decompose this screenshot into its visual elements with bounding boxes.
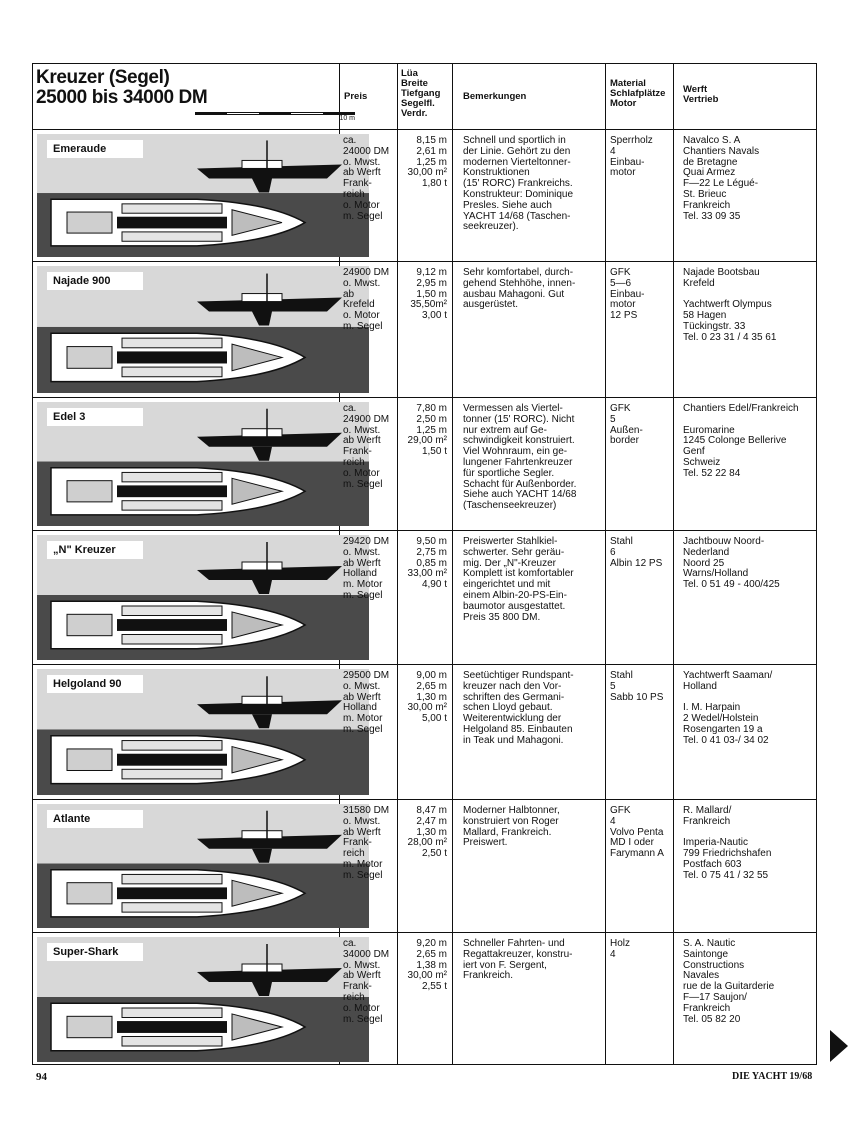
bunk — [122, 606, 222, 616]
dimensions-cell: 9,12 m 2,95 m 1,50 m 35,50m² 3,00 t — [410, 267, 447, 322]
header-dimensions: Lüa Breite Tiefgang Segelfl. Verdr. — [401, 68, 441, 119]
bunk — [122, 903, 222, 912]
remarks-cell: Seetüchtiger Rundspant- kreuzer nach den Vor- schriften des Germani- schen Lloyd gebaut. Weiterentwicklung der Helgoland 85. Einbauten in Teak und Mahagoni. — [463, 670, 574, 746]
page-title — [36, 68, 207, 108]
title-line-1: Kreuzer (Segel) — [36, 67, 170, 88]
header-material: Material Schlafplätze Motor — [610, 78, 666, 109]
boat-row — [33, 933, 818, 1066]
dimensions-cell: 8,47 m 2,47 m 1,30 m 28,00 m² 2,50 t — [407, 805, 447, 860]
bunk — [122, 338, 222, 348]
bunk — [122, 874, 222, 883]
shipyard-cell: Najade Bootsbau Krefeld Yachtwerft Olympus 58 Hagen Tückingstr. 33 Tel. 0 23 31 / 4 35 61 — [683, 267, 777, 343]
cockpit — [67, 614, 112, 635]
interior-layout — [117, 485, 227, 497]
shipyard-cell: R. Mallard/ Frankreich Imperia-Nautic 799 Friedrichshafen Postfach 603 Tel. 0 75 41 / 32 55 — [683, 805, 772, 881]
material-cell: Stahl 5 Sabb 10 PS — [610, 670, 664, 703]
boat-name: Emeraude — [47, 140, 143, 158]
cockpit — [67, 481, 112, 502]
interior-layout — [117, 1021, 227, 1033]
cockpit — [67, 749, 112, 771]
remarks-cell: Schnell und sportlich in der Linie. Gehört zu den modernen Vierteltonner- Konstruktionen (15' RORC) Frankreichs. Konstrukteur: Dominique Presles. Siehe auch YACHT 14/68 (Taschen- seekreuzer). — [463, 135, 574, 233]
price-cell: 24900 DM o. Mwst. ab Krefeld o. Motor m. Segel — [343, 267, 390, 332]
boat-name: „N" Kreuzer — [47, 541, 143, 559]
interior-layout — [117, 754, 227, 766]
bunk — [122, 367, 222, 377]
boat-row — [33, 800, 818, 932]
bunk — [122, 501, 222, 510]
shipyard-cell: S. A. Nautic Saintonge Constructions Navales rue de la Guitarderie F—17 Saujon/ Frankreich Tel. 05 82 20 — [683, 938, 775, 1025]
cabin-profile — [242, 562, 282, 570]
boat-illustration — [37, 402, 369, 526]
dimensions-cell: 9,50 m 2,75 m 0,85 m 33,00 m² 4,90 t — [407, 536, 447, 591]
dimensions-cell: 7,80 m 2,50 m 1,25 m 29,00 m² 1,50 t — [407, 403, 447, 458]
boat-illustration — [37, 134, 369, 257]
boat-illustration — [37, 266, 369, 393]
boat-illustration — [37, 804, 369, 928]
bunk — [122, 741, 222, 751]
cabin-profile — [242, 831, 282, 839]
price-cell: 31580 DM o. Mwst. ab Werft Frank- reich m. Motor m. Segel — [343, 805, 390, 881]
material-cell: Stahl 6 Albin 12 PS — [610, 536, 663, 569]
remarks-cell: Preiswerter Stahlkiel- schwerter. Sehr geräu- mig. Der „N"-Kreuzer Komplett ist komfortabler eingerichtet und mit einem Albin-20-PS-Ein- baumotor ausgestattet. Preis 35 800 DM. — [463, 536, 574, 623]
boat-row — [33, 262, 818, 397]
scale-bar — [195, 112, 355, 122]
cockpit — [67, 212, 112, 233]
dimensions-cell: 9,00 m 2,65 m 1,30 m 30,00 m² 5,00 t — [407, 670, 447, 725]
bunk — [122, 232, 222, 241]
boat-name: Najade 900 — [47, 272, 143, 290]
bunk — [122, 769, 222, 779]
price-cell: ca. 34000 DM o. Mwst. ab Werft Frank- reich o. Motor m. Segel — [343, 938, 390, 1025]
price-cell: 29420 DM o. Mwst. ab Werft Holland m. Motor m. Segel — [343, 536, 390, 601]
material-cell: Holz 4 — [610, 938, 631, 960]
material-cell: GFK 5 Außen- border — [610, 403, 643, 447]
scale-label: 10 m — [339, 115, 355, 122]
cabin-profile — [242, 964, 282, 972]
bunk — [122, 1037, 222, 1047]
shipyard-cell: Navalco S. A Chantiers Navals de Bretagne Quai Armez F—22 Le Légué- St. Brieuc Frankreich Tel. 33 09 35 — [683, 135, 760, 222]
next-page-arrow-icon — [830, 1030, 848, 1062]
remarks-cell: Vermessen als Viertel- tonner (15' RORC). Nicht nur extrem auf Ge- schwindigkeit konstruiert. Viel Wohnraum, ein ge- lungener Fahrtenkreuzer für sportliche Segler. Schacht für Außenborder. Siehe auch YACHT 14/68 (Taschenseekreuzer) — [463, 403, 577, 512]
cabin-profile — [242, 294, 282, 302]
dimensions-cell: 8,15 m 2,61 m 1,25 m 30,00 m² 1,80 t — [407, 135, 447, 190]
price-cell: ca. 24900 DM o. Mwst. ab Werft Frank- reich o. Motor m. Segel — [343, 403, 390, 490]
cockpit — [67, 883, 112, 904]
bunk — [122, 204, 222, 213]
header-preis: Preis — [344, 91, 368, 102]
boat-name: Edel 3 — [47, 408, 143, 426]
header-bemerkungen: Bemerkungen — [463, 91, 527, 102]
interior-layout — [117, 619, 227, 631]
boat-row — [33, 130, 818, 261]
cabin-profile — [242, 696, 282, 704]
title-line-2: 25000 bis 34000 DM — [36, 87, 208, 108]
magazine-footer: DIE YACHT 19/68 — [732, 1071, 813, 1082]
comparison-table — [32, 63, 817, 1065]
cabin-profile — [242, 429, 282, 437]
boat-illustration — [37, 535, 369, 660]
interior-layout — [117, 351, 227, 363]
interior-layout — [117, 887, 227, 899]
shipyard-cell: Yachtwerft Saaman/ Holland I. M. Harpain 2 Wedel/Holstein Rosengarten 19 a Tel. 0 41 03-/ 34 02 — [683, 670, 773, 746]
material-cell: Sperrholz 4 Einbau- motor — [610, 135, 653, 179]
boat-illustration — [37, 669, 369, 795]
cockpit — [67, 1016, 112, 1037]
interior-layout — [117, 217, 227, 229]
remarks-cell: Moderner Halbtonner, konstruiert von Roger Mallard, Frankreich. Preiswert. — [463, 805, 560, 849]
boat-row — [33, 665, 818, 799]
cockpit — [67, 347, 112, 369]
bunk — [122, 472, 222, 481]
boat-illustration — [37, 937, 369, 1062]
remarks-cell: Schneller Fahrten- und Regattakreuzer, konstru- iert von F. Sergent, Frankreich. — [463, 938, 573, 982]
price-cell: 29500 DM o. Mwst. ab Werft Holland m. Motor m. Segel — [343, 670, 390, 735]
boat-row — [33, 398, 818, 530]
material-cell: GFK 5—6 Einbau- motor 12 PS — [610, 267, 645, 322]
cabin-profile — [242, 160, 282, 168]
bunk — [122, 1008, 222, 1018]
boat-name: Atlante — [47, 810, 143, 828]
boat-name: Super-Shark — [47, 943, 143, 961]
price-cell: ca. 24000 DM o. Mwst. ab Werft Frank- reich o. Motor m. Segel — [343, 135, 390, 222]
page-number: 94 — [36, 1071, 47, 1083]
material-cell: GFK 4 Volvo Penta MD I oder Farymann A — [610, 805, 664, 860]
shipyard-cell: Chantiers Edel/Frankreich Euromarine 1245 Colonge Bellerive Genf Schweiz Tel. 52 22 84 — [683, 403, 799, 479]
boat-name: Helgoland 90 — [47, 675, 143, 693]
bunk — [122, 635, 222, 645]
shipyard-cell: Jachtbouw Noord- Nederland Noord 25 Warns/Holland Tel. 0 51 49 - 400/425 — [683, 536, 780, 591]
dimensions-cell: 9,20 m 2,65 m 1,38 m 30,00 m² 2,55 t — [407, 938, 447, 993]
header-werft: Werft Vertrieb — [683, 84, 719, 105]
boat-row — [33, 531, 818, 664]
remarks-cell: Sehr komfortabel, durch- gehend Stehhöhe, innen- ausbau Mahagoni. Gut ausgerüstet. — [463, 267, 576, 311]
